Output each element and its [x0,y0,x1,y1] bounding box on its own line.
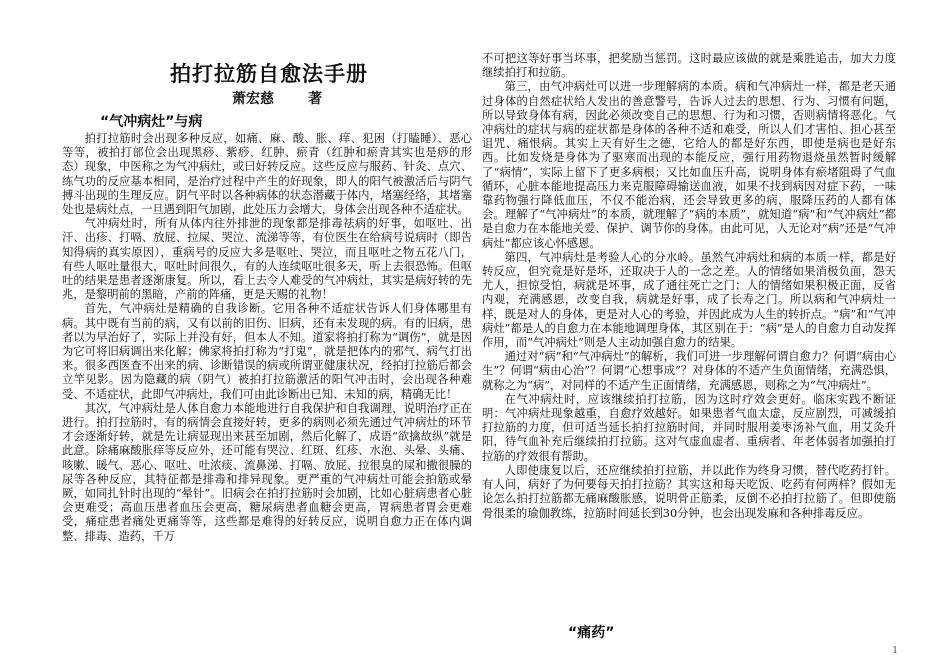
left-paragraph: 气冲病灶时，所有从体内往外排泄的现象都是排毒祛病的好事，如呕吐、出汗、出疹、打嗝、放屁、拉屎、哭泣、流涕等等，有位医生在给病号说病时（即告知得病的真实原因），重病号的反应大多是呕吐、哭泣，而且呕吐之物五花八门，有些人呕吐量很大，呕吐时间很久，有的人连续呕吐很多天，听上去很恐怖。但呕吐的结果是患者逐渐康复。所以，看上去令人难受的气冲病灶，其实是病好转的先兆，是黎明前的黑暗，产前的阵痛，更是天赐的礼物！ [62,217,472,302]
right-paragraph: 通过对“病”和“气冲病灶”的解析，我们可进一步理解何谓自愈力？何谓“病由心生”？何谓“病由心治”？何谓“心想事成”？对身体的不适产生负面情绪，充满恐惧，就称之为“病”，对同样的不适产生正面情绪，充满感恩，则称之为“气冲病灶”。 [482,350,896,392]
author-line [232,88,322,108]
right-paragraph: 第四，气冲病灶是考验人心的分水岭。虽然气冲病灶和病的本质一样，都是好转反应，但究竟是好是坏，还取决于人的一念之差。人的情绪如果消极负面，怨天尤人，担惊受怕，病就是坏事，成了通往死亡之门；人的情绪如果积极正面，反省内观，充满感恩，改变自我，病就是好事，成了长寿之门。所以病和气冲病灶一样，既是对人的身体，更是对人心的考验，并因此成为人生的转折点。“病”和“气冲病灶”都是人的自愈力在本能地调理身体，其区别在于：“病”是人的自愈力自动发挥作用，而“气冲病灶”则是人主动加强自愈力的结果。 [482,250,896,350]
right-paragraph: 人即使康复以后，还应继续拍打拉筋，并以此作为终身习惯，替代吃药打针。有人问，病好了为何要每天拍打拉筋？其实这和每天吃饭、吃药有何两样？假如无论怎么拍打拉筋都无痛麻酸胀感，说明骨正筋柔，反倒不必拍打拉筋了。但即使筋骨很柔的瑜伽教练，拉筋时间延长到30分钟，也会出现发麻和各种排毒反应。 [482,463,896,520]
left-paragraph: 拍打拉筋时会出现多种反应，如痛、麻、酸、胀、痒、犯困（打瞌睡）、恶心等等，被拍打部位会出现黑痧、紫痧、红肿、瘀青（红肿和瘀青其实也是痧的形态）现象，中医称之为气冲病灶，或曰好转反应。这些反应与服药、针灸、点穴、练气功的反应基本相同，是治疗过程中产生的好现象，即人的阳气被激活后与阴气搏斗出现的生理反应。阴气平时以各种病体的状态潜藏于体内，堵塞经络，其堵塞处也是病灶点，一旦遇到阳气加剧，此处压力会增大，身体会出现各种不适症状。 [62,132,472,217]
right-column [482,52,896,521]
author-suffix: 著 [308,91,322,107]
right-paragraph: 在气冲病灶时，应该继续拍打拉筋，因为这时疗效会更好。临床实践不断证明：气冲病灶现象越重，自愈疗效越好。如果患者气血太虚，反应剧烈，可减缓拍打拉筋的力度，但可适当延长拍打拉筋时间，并同时服用姜枣汤补气血，用艾灸升阳，待气血补充后继续拍打拉筋。这对气虚血虚者、重病者、年老体弱者加强拍打拉筋的疗效很有帮助。 [482,392,896,463]
left-paragraph: 其次，气冲病灶是人体自愈力本能地进行自我保护和自我调理，说明治疗正在进行。拍打拉筋时，有的病情会直接好转，更多的病则必须先通过气冲病灶的环节才会逐渐好转，就是先让病显现出来甚至加剧，然后化解了，成语“欲擒故纵”就是此意。除痛麻酸胀痒等反应外，还可能有哭泣、红斑、红疹、水泡、头晕、头痛、咳嗽、暖气、恶心、呕吐、吐浓痰、流鼻涕、打嗝、放屁、拉很臭的屎和撒很臊的尿等各种反应，其特征都是排毒和排异现象。更严重的气冲病灶可能会拍筋或晕厥，如同扎针时出现的“晕针”。旧病会在拍打拉筋时会加剧，比如心脏病患者心脏会更难受；高血压患者血压会更高，糖尿病患者血糖会更高，胃病患者胃会更难受，痛症患者痛处更痛等等，这些都是难得的好转反应，说明自愈力正在体内调整、排毒、造药，千万 [62,401,472,543]
right-paragraph: 第三，由气冲病灶可以进一步理解病的本质。病和气冲病灶一样，都是老天通过身体的自然症状给人发出的善意警号，告诉人过去的思想、行为、习惯有问题，所以导致身体有病，因此必须改变自己的思想、行为和习惯，否则病情将恶化。气冲病灶的症状与病的症状都是身体的各种不适和难受，所以人们才害怕、担心甚至诅咒、痛恨病。其实上天有好生之德，它给人的都是好东西，即使是病也是好东西。比如发烧是身体为了驱寒而出现的本能反应，强行用药物退烧虽然暂时缓解了“病情”，实际上留下了更多病根；又比如血压升高，说明身体有瘀堵阻碍了气血循环，心脏本能地提高压力来克服障碍输送血液，如果不找到病因对症下药，一味靠药物强行降低血压，不仅不能治病，还会导致更多的病，服降压药的人都有体会。理解了“气冲病灶”的本质，就理解了“病的本质”，就知道“病”和“气冲病灶”都是自愈力在本能地关爱、保护、调节你的身体。由此可见，人无论对“病”还是“气冲病灶”都应该心怀感恩。 [482,80,896,250]
left-paragraph: 首先，气冲病灶是精确的自我诊断。它用各种不适症状告诉人们身体哪里有病。其中既有当前的病，又有以前的旧伤、旧病，还有未发现的病。有的旧病，患者以为早治好了，实际上并没有好，但本人不知。道家将拍打称为“调伤”，就是因为它可将旧病调出来化解；佛家将拍打称为“打鬼”，就是把体内的邪气、病气打出来。很多西医查不出来的病、诊断错误的病或所谓亚健康状况，经拍打拉筋后都会立竿见影。因为隐藏的病（阴气）被拍打拉筋激活的阳气冲击时，会出现各种难受、不适症状，此即气冲病灶，我们可由此诊断出已知、未知的病，精确无比！ [62,302,472,401]
section-heading-tongyao: “痛药” [568,625,615,641]
document-title: 拍打拉筋自愈法手册 [170,62,368,86]
left-column [62,132,472,544]
author-name: 萧宏慈 [232,91,274,107]
section-heading-qichong: “气冲病灶”与病 [100,114,203,130]
right-paragraph: 不可把这等好事当坏事，把奖励当惩罚。这时最应该做的就是乘胜追击，加大力度继续拍打和拉筋。 [482,52,896,80]
page-number: 1 [892,646,898,656]
